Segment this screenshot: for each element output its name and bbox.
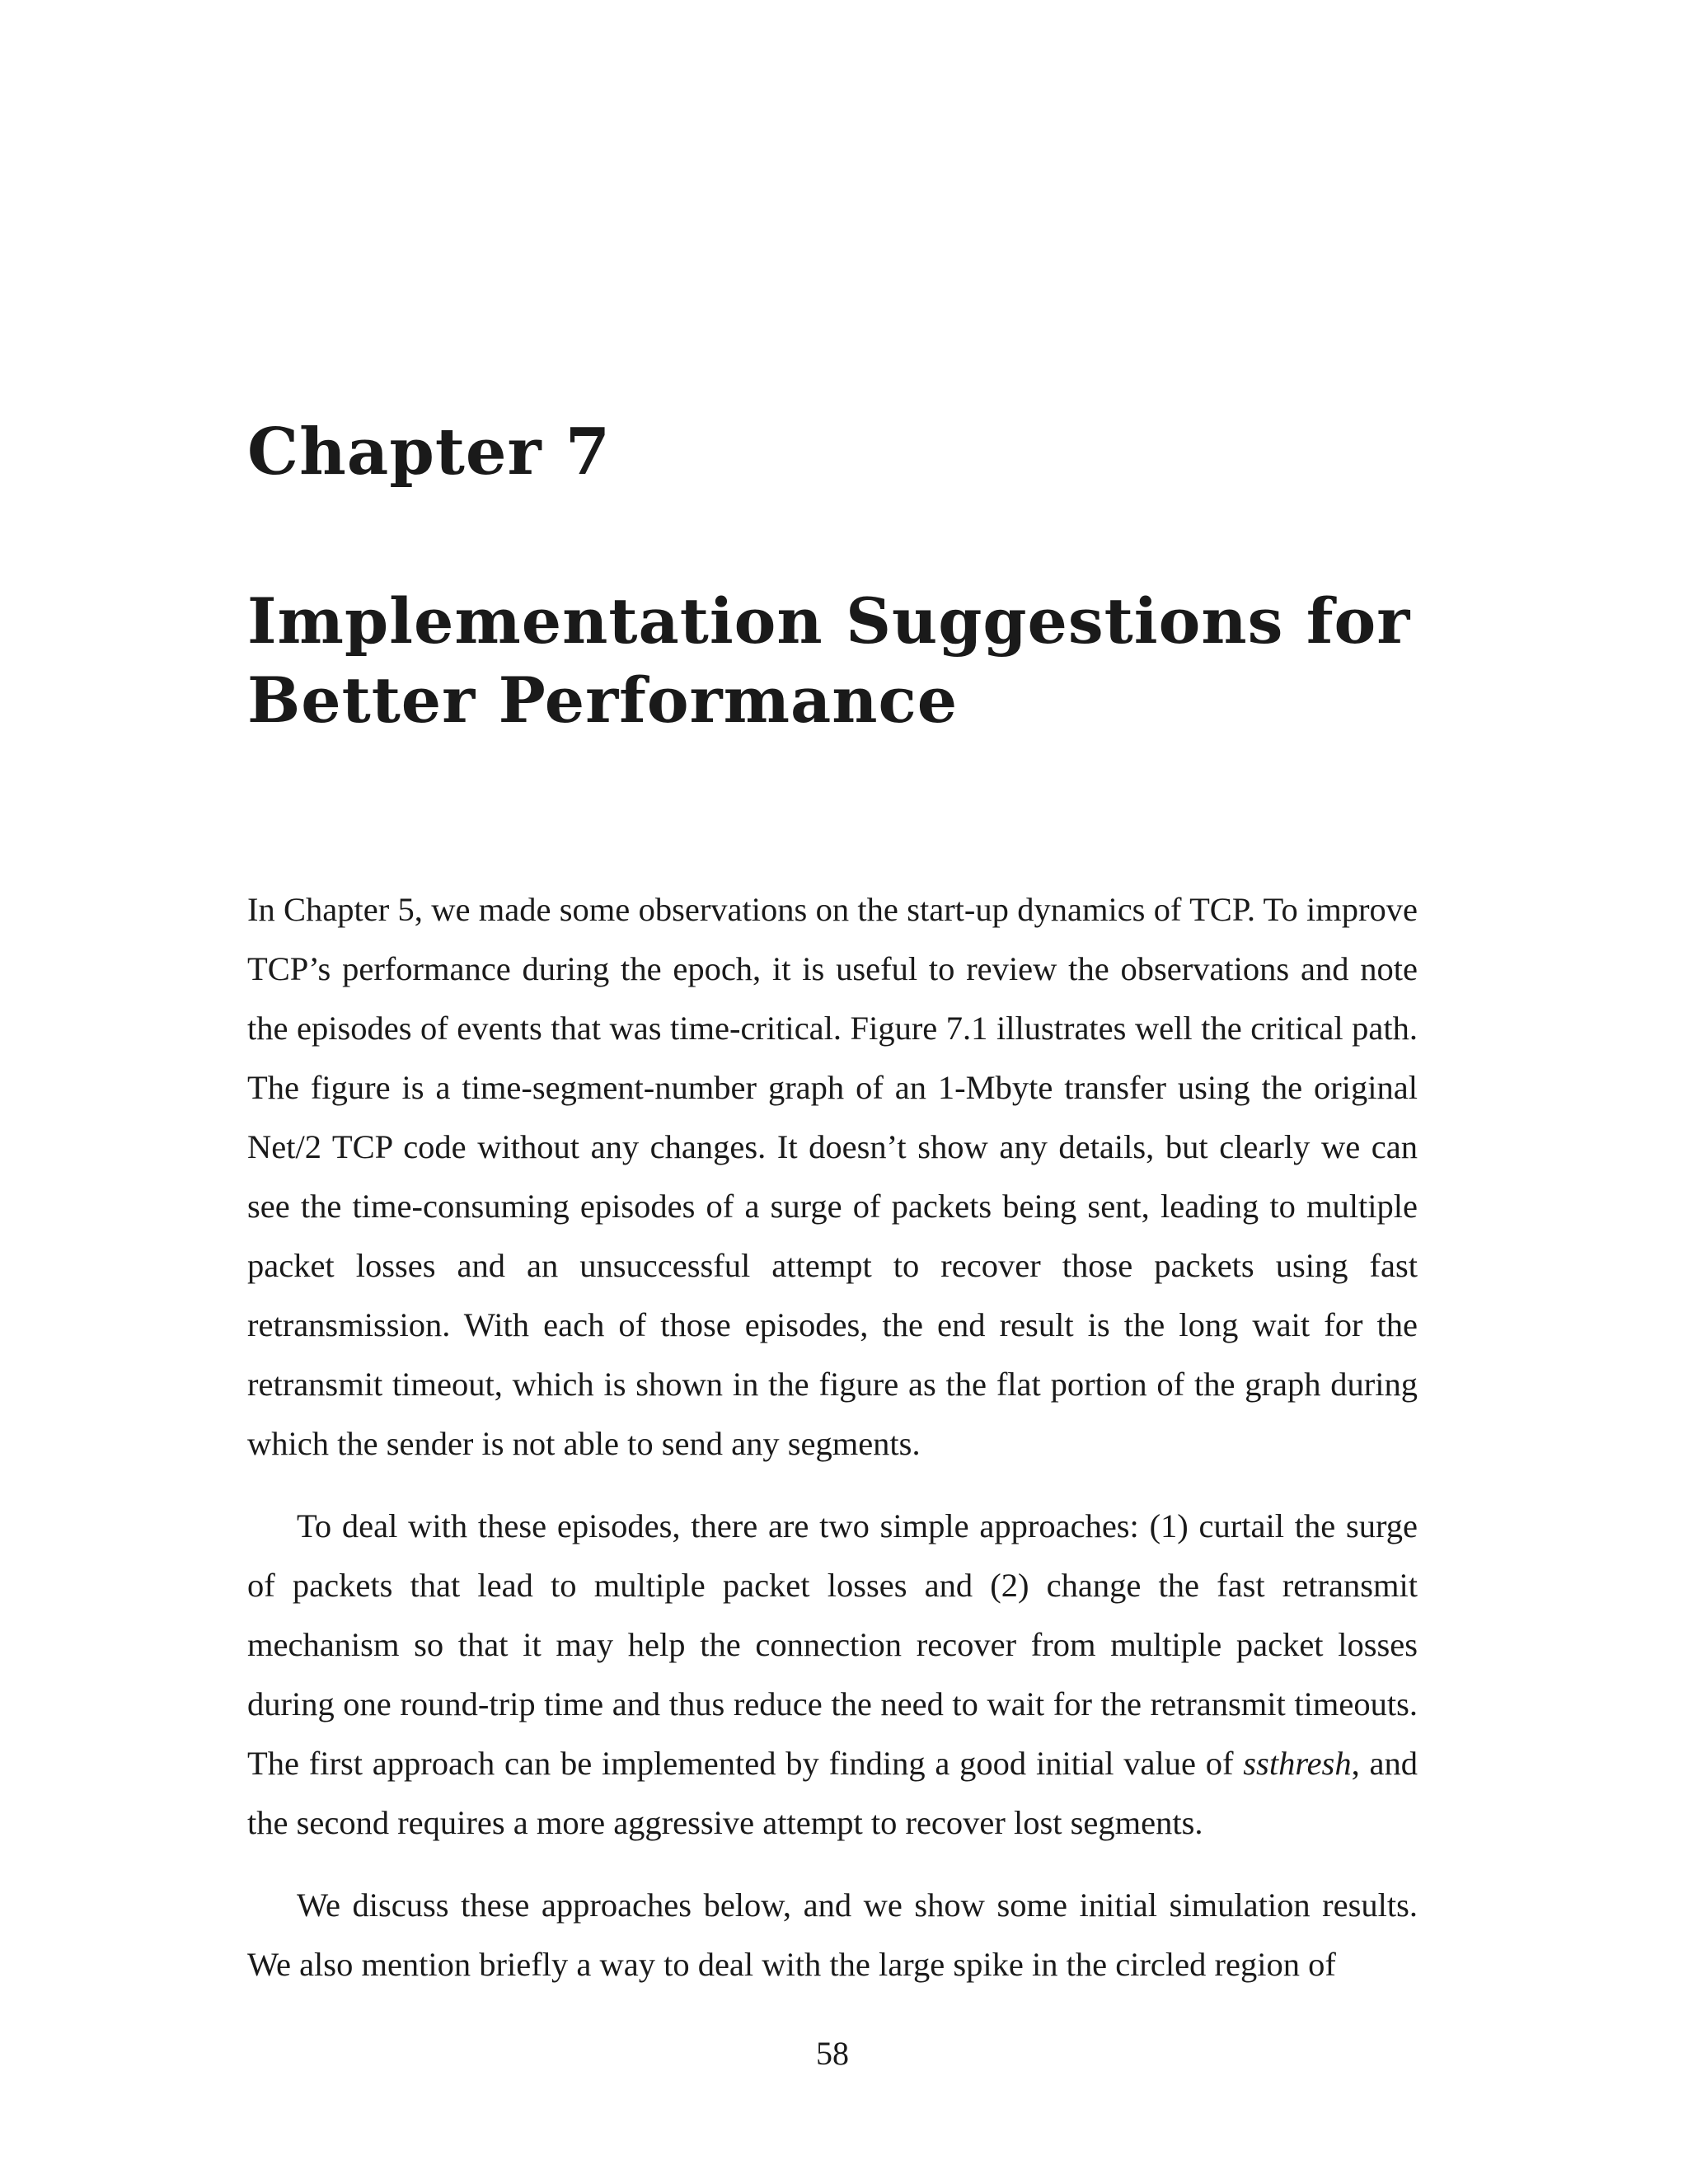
paragraph-2-text-before: To deal with these episodes, there are two simple approaches: (1) curtail the surge of packets that lead to multiple packet losses and (2) change the fast retransmit mechanism so that it may help the connection recover from multiple packet losses during one round-trip time and thus reduce the need to wait for the retransmit timeouts. The first approach can be implemented by finding a good initial value of	[247, 1507, 1418, 1782]
body-text	[247, 880, 1418, 2018]
document-page	[247, 0, 1418, 2184]
page-number: 58	[816, 2035, 849, 2072]
paragraph-1: In Chapter 5, we made some observations on the start-up dynamics of TCP. To improve TCP’s performance during the epoch, it is useful to review the observations and note the episodes of events that was time-critical. Figure 7.1 illustrates well the critical path. The figure is a time-segment-number graph of an 1-Mbyte transfer using the original Net/2 TCP code without any changes. It doesn’t show any details, but clearly we can see the time-consuming episodes of a surge of packets being sent, leading to multiple packet losses and an unsuccessful attempt to recover those packets using fast retransmission. With each of those episodes, the end result is the long wait for the retransmit timeout, which is shown in the figure as the flat portion of the graph during which the sender is not able to send any segments.	[247, 891, 1418, 1462]
chapter-number-heading: Chapter 7	[247, 415, 612, 490]
paragraph-2	[247, 1497, 1418, 1853]
paragraph-3: We discuss these approaches below, and we show some initial simulation results. We also mention briefly a way to deal with the large spike in the circled region of	[247, 1886, 1418, 1983]
paragraph-2-text-after: , and the second requires a more aggressive attempt to recover lost segments.	[247, 1745, 1418, 1841]
ssthresh-variable: ssthresh	[1243, 1745, 1352, 1782]
chapter-title-heading: Implementation Suggestions for Better Performance	[247, 584, 1411, 737]
